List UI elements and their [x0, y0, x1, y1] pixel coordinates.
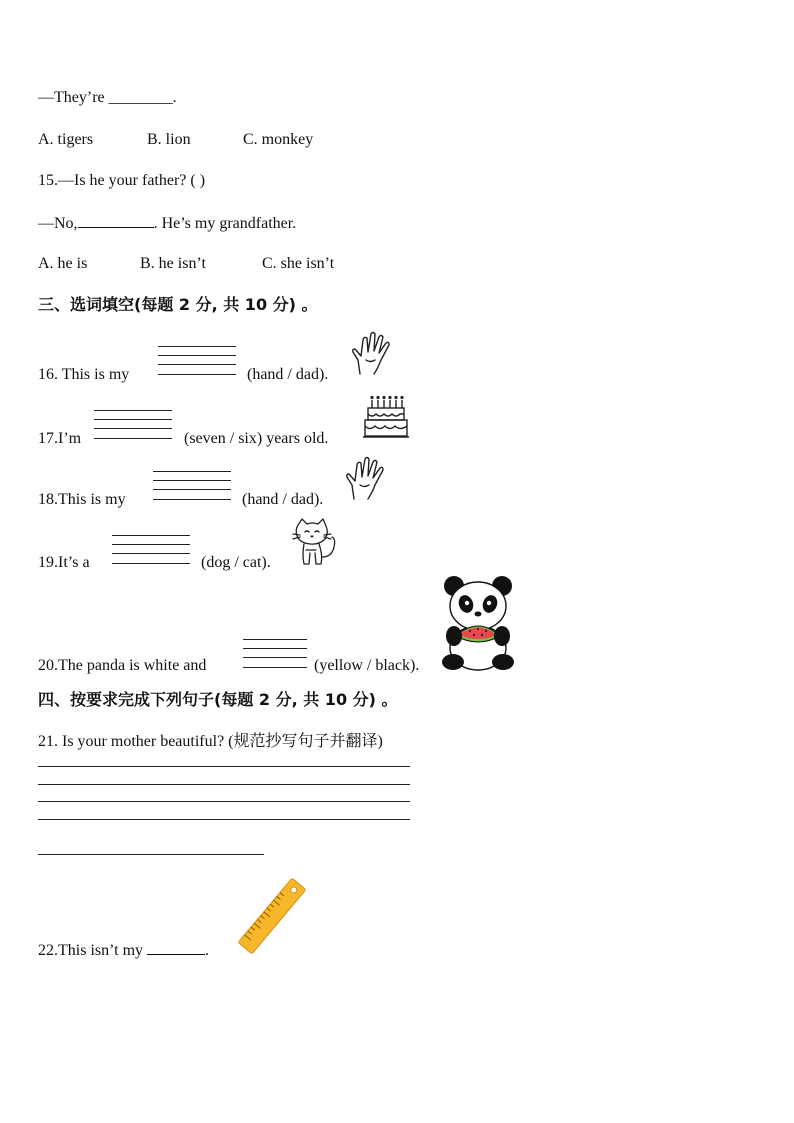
q14-option-a: A. tigers — [38, 131, 94, 148]
q14-option-c: C. monkey — [243, 131, 314, 148]
q17-prefix: 17.I’m — [38, 430, 82, 447]
q21-translation-line[interactable] — [38, 854, 264, 855]
q22-suffix: . — [205, 942, 210, 959]
q21-question: 21. Is your mother beautiful? (规范抄写句子并翻译) — [38, 733, 383, 750]
q17-writing-lines[interactable] — [94, 410, 172, 440]
q17-hint: (seven / six) years old. — [184, 430, 329, 447]
q15-option-a: A. he is — [38, 255, 88, 272]
q21-writing-line[interactable] — [38, 784, 410, 785]
q19-hint: (dog / cat). — [201, 554, 271, 571]
q21-writing-line[interactable] — [38, 801, 410, 802]
q22-blank[interactable] — [147, 940, 205, 955]
q14-answer-line: —They’re ________. — [38, 89, 177, 106]
hand-icon — [350, 330, 394, 376]
q15-option-b: B. he isn’t — [140, 255, 206, 272]
q20-prefix: 20.The panda is white and — [38, 657, 207, 674]
q22-line — [38, 940, 209, 961]
q22-prefix: 22.This isn’t my — [38, 942, 144, 959]
section3-heading: 三、选词填空(每题 2 分, 共 10 分) 。 — [38, 295, 318, 314]
q16-writing-lines[interactable] — [158, 346, 236, 376]
q21-writing-line[interactable] — [38, 819, 410, 820]
q15-answer-line — [38, 213, 296, 234]
q15-answer-suffix: . He’s my grandfather. — [153, 215, 297, 232]
q16-prefix: 16. This is my — [38, 366, 130, 383]
q16-hint: (hand / dad). — [247, 366, 329, 383]
ruler-icon — [234, 874, 310, 958]
birthday-cake-icon — [362, 394, 410, 440]
q21-writing-line[interactable] — [38, 766, 410, 767]
q15-answer-prefix: —No, — [38, 215, 78, 232]
q15-option-c: C. she isn’t — [262, 255, 335, 272]
q18-writing-lines[interactable] — [153, 471, 231, 501]
q14-option-b: B. lion — [147, 131, 191, 148]
cat-icon — [292, 517, 340, 567]
section4-heading: 四、按要求完成下列句子(每题 2 分, 共 10 分) 。 — [38, 690, 398, 709]
q18-prefix: 18.This is my — [38, 491, 126, 508]
q15-question: 15.—Is he your father? ( ) — [38, 172, 206, 189]
hand-icon — [344, 455, 388, 501]
q19-prefix: 19.It’s a — [38, 554, 90, 571]
q19-writing-lines[interactable] — [112, 535, 190, 565]
q18-hint: (hand / dad). — [242, 491, 324, 508]
q15-blank[interactable] — [78, 213, 154, 228]
q20-writing-lines[interactable] — [243, 639, 307, 669]
panda-icon — [440, 576, 516, 672]
q20-hint: (yellow / black). — [314, 657, 420, 674]
